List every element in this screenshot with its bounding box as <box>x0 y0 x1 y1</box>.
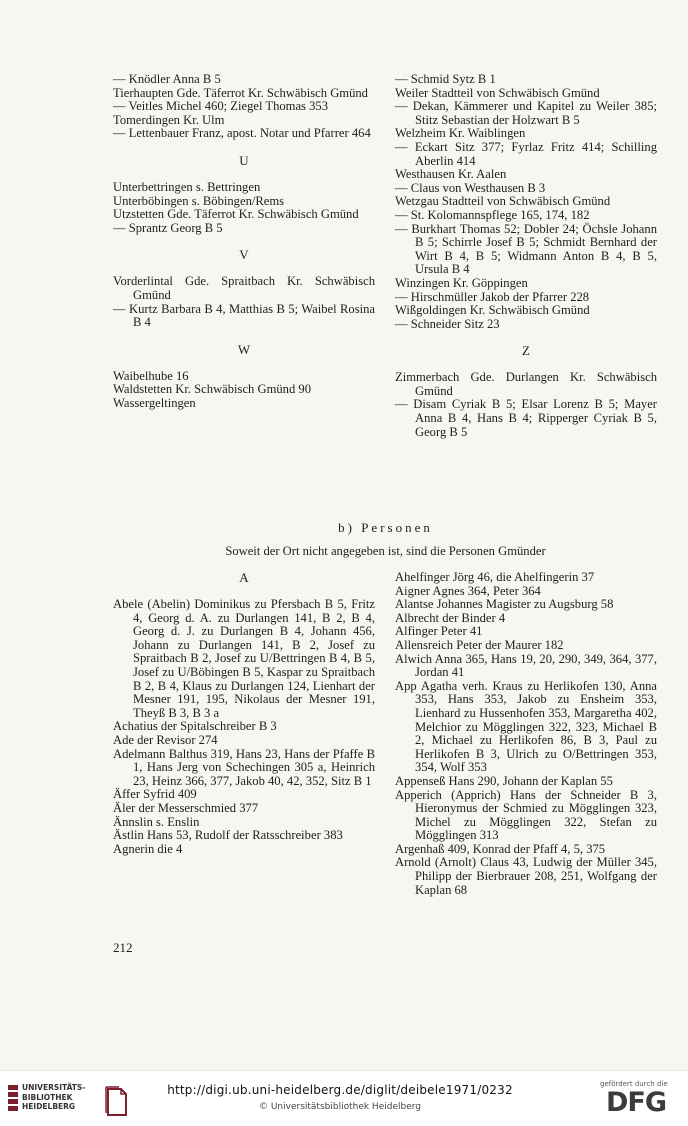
library-name-line-2: BIBLIOTHEK <box>22 1092 73 1102</box>
index-entry: Achatius der Spitalschreiber B 3 <box>113 719 277 734</box>
index-entry: Tierhaupten Gde. Täferrot Kr. Schwäbisch Gmünd <box>113 85 368 100</box>
index-entry: Arnold (Arnolt) Claus 43, Ludwig der Müller 345, Philipp der Bierbrauer 208, 251, Wolfgang der Kaplan 68 <box>395 855 657 897</box>
permalink-url[interactable]: http://digi.ub.uni-heidelberg.de/diglit/deibele1971/0232 <box>167 1083 513 1097</box>
index-entry: — Schneider Sitz 23 <box>395 316 500 331</box>
persons-column-left <box>113 571 375 856</box>
index-entry: Appenseß Hans 290, Johann der Kaplan 55 <box>395 773 613 788</box>
index-entry: Agnerin die 4 <box>113 841 183 856</box>
dfg-caption: gefördert durch die <box>600 1080 668 1088</box>
index-entry: — Schmid Sytz B 1 <box>395 72 496 86</box>
index-letter-heading: U <box>239 152 249 168</box>
index-entry: — Veitles Michel 460; Ziegel Thomas 353 <box>113 99 328 114</box>
index-entry: Unterböbingen s. Böbingen/Rems <box>113 193 285 208</box>
index-entry: Argenhaß 409, Konrad der Pfaff 4, 5, 375 <box>395 841 606 856</box>
index-entry: App Agatha verh. Kraus zu Herlikofen 130, Anna 353, Hans 353, Jakob zu Ensheim 353, Lienhard zu Hussenhofen 353, Margaretha 402, Melchior zu Mögglingen 322, 323, Michael B 2, Michael zu Herlikofen 86, B 3, Paul zu Herlikofen B 3, Ulrich zu O/Bettringen 353, 354, Wolf 353 <box>395 678 657 775</box>
library-name <box>22 1083 85 1112</box>
index-entry: Alfinger Peter 41 <box>395 624 483 639</box>
library-name-line-3: HEIDELBERG <box>22 1102 76 1111</box>
index-entry: Wißgoldingen Kr. Schwäbisch Gmünd <box>395 303 590 318</box>
index-entry: Weiler Stadtteil von Schwäbisch Gmünd <box>395 85 600 100</box>
places-column-right <box>395 73 657 439</box>
index-entry: Ännslin s. Enslin <box>113 814 200 829</box>
index-entry: Äffer Syfrid 409 <box>113 787 197 802</box>
university-library-logo[interactable] <box>8 1083 98 1117</box>
index-entry: — Disam Cyriak B 5; Elsar Lorenz B 5; Mayer Anna B 4, Hans B 4; Ripperger Cyriak B 5, Georg B 5 <box>395 397 657 439</box>
index-entry: — Kurtz Barbara B 4, Matthias B 5; Waibel Rosina B 4 <box>113 301 375 330</box>
index-letter-heading: Z <box>522 343 530 359</box>
dfg-logo[interactable]: DFG <box>606 1087 667 1118</box>
index-entry: Ade der Revisor 274 <box>113 732 218 747</box>
section-subtitle: Soweit der Ort nicht angegeben ist, sind die Personen Gmünder <box>225 544 546 558</box>
copyright-notice: © Universitätsbibliothek Heidelberg <box>258 1102 421 1112</box>
document-icon[interactable] <box>104 1085 130 1117</box>
persons-column-right <box>395 571 657 897</box>
index-entry: Utzstetten Gde. Täferrot Kr. Schwäbisch Gmünd <box>113 207 359 222</box>
index-entry: Apperich (Apprich) Hans der Schneider B 3, Hieronymus der Schmied zu Mögglingen 323, Michel zu Mögglingen 322, Stefan zu Mögglingen 313 <box>395 787 657 843</box>
library-logo-icon <box>8 1085 18 1115</box>
index-letter-heading: W <box>237 341 251 357</box>
index-entry: — Sprantz Georg B 5 <box>113 220 223 235</box>
index-entry: — Claus von Westhausen B 3 <box>395 180 546 195</box>
library-name-line-1: UNIVERSITÄTS- <box>22 1083 86 1092</box>
index-entry: Äler der Messerschmied 377 <box>113 800 259 815</box>
index-entry: Aigner Agnes 364, Peter 364 <box>395 583 541 598</box>
index-entry: Vorderlintal Gde. Spraitbach Kr. Schwäbisch Gmünd <box>113 274 375 302</box>
page-number: 212 <box>113 940 133 955</box>
index-entry: Allensreich Peter der Maurer 182 <box>395 637 564 652</box>
index-entry: — Burkhart Thomas 52; Dobler 24; Öchsle Johann B 5; Schirrle Josef B 5; Schmidt Bernhard der Wirt B 4, B 5; Widmann Anton B 4, B 5, Ursula B 4 <box>395 221 657 277</box>
index-entry: Unterbettringen s. Bettringen <box>113 179 261 194</box>
index-letter-heading: V <box>239 247 249 263</box>
index-entry: Wassergeltingen <box>113 395 196 410</box>
index-entry: Ahelfinger Jörg 46, die Ahelfingerin 37 <box>395 570 595 584</box>
index-entry: — Eckart Sitz 377; Fyrlaz Fritz 414; Schilling Aberlin 414 <box>395 139 657 168</box>
index-entry: — Knödler Anna B 5 <box>113 72 221 86</box>
index-entry: Abele (Abelin) Dominikus zu Pfersbach B 5, Fritz 4, Georg d. A. zu Durlangen 141, B 2, B 4, Georg d. J. zu Durlangen B 4, Johann 456, Johann zu Durlangen 141, B 2, Josef zu Spraitbach B 2, Josef zu U/Bettringen B 4, B 5, Josef zu U/Böbingen B 5, Kaspar zu Spraitbach B 2, B 4, Klaus zu Durlangen 124, Lienhart der Mesner 191, 195, Nikolaus der Mesner 191, Theyß B 3, B 3 a <box>113 597 375 720</box>
index-entry: Westhausen Kr. Aalen <box>395 167 507 182</box>
index-entry: Alantse Johannes Magister zu Augsburg 58 <box>395 597 614 612</box>
section-title: b) Personen <box>338 520 433 535</box>
index-entry: Welzheim Kr. Waiblingen <box>395 126 526 141</box>
index-entry: Wetzgau Stadtteil von Schwäbisch Gmünd <box>395 194 611 209</box>
index-entry: Adelmann Balthus 319, Hans 23, Hans der Pfaffe B 1, Hans Jerg von Schechingen 305 a, Heinrich 23, Heinz 366, 377, Jakob 40, 42, 352, Sitz B 1 <box>113 746 375 788</box>
index-entry: — Hirschmüller Jakob der Pfarrer 228 <box>395 289 590 304</box>
places-column-left <box>113 73 375 411</box>
index-entry: Tomerdingen Kr. Ulm <box>113 112 225 127</box>
index-entry: — Lettenbauer Franz, apost. Notar und Pfarrer 464 <box>113 126 371 141</box>
index-entry: — Dekan, Kämmerer und Kapitel zu Weiler 385; Stitz Sebastian der Holzwart B 5 <box>395 99 657 127</box>
index-entry: Ästlin Hans 53, Rudolf der Ratsschreiber 383 <box>113 828 343 843</box>
index-entry: — St. Kolomannspflege 165, 174, 182 <box>395 207 590 222</box>
index-entry: Waldstetten Kr. Schwäbisch Gmünd 90 <box>113 382 312 397</box>
index-entry: Alwich Anna 365, Hans 19, 20, 290, 349, 364, 377, Jordan 41 <box>395 651 657 680</box>
index-entry: Waibelhube 16 <box>113 368 189 383</box>
index-entry: Zimmerbach Gde. Durlangen Kr. Schwäbisch Gmünd <box>395 370 657 398</box>
viewer-footer <box>0 1070 688 1126</box>
index-entry: Albrecht der Binder 4 <box>395 610 506 625</box>
index-entry: Winzingen Kr. Göppingen <box>395 275 528 290</box>
index-letter-heading: A <box>239 570 249 585</box>
